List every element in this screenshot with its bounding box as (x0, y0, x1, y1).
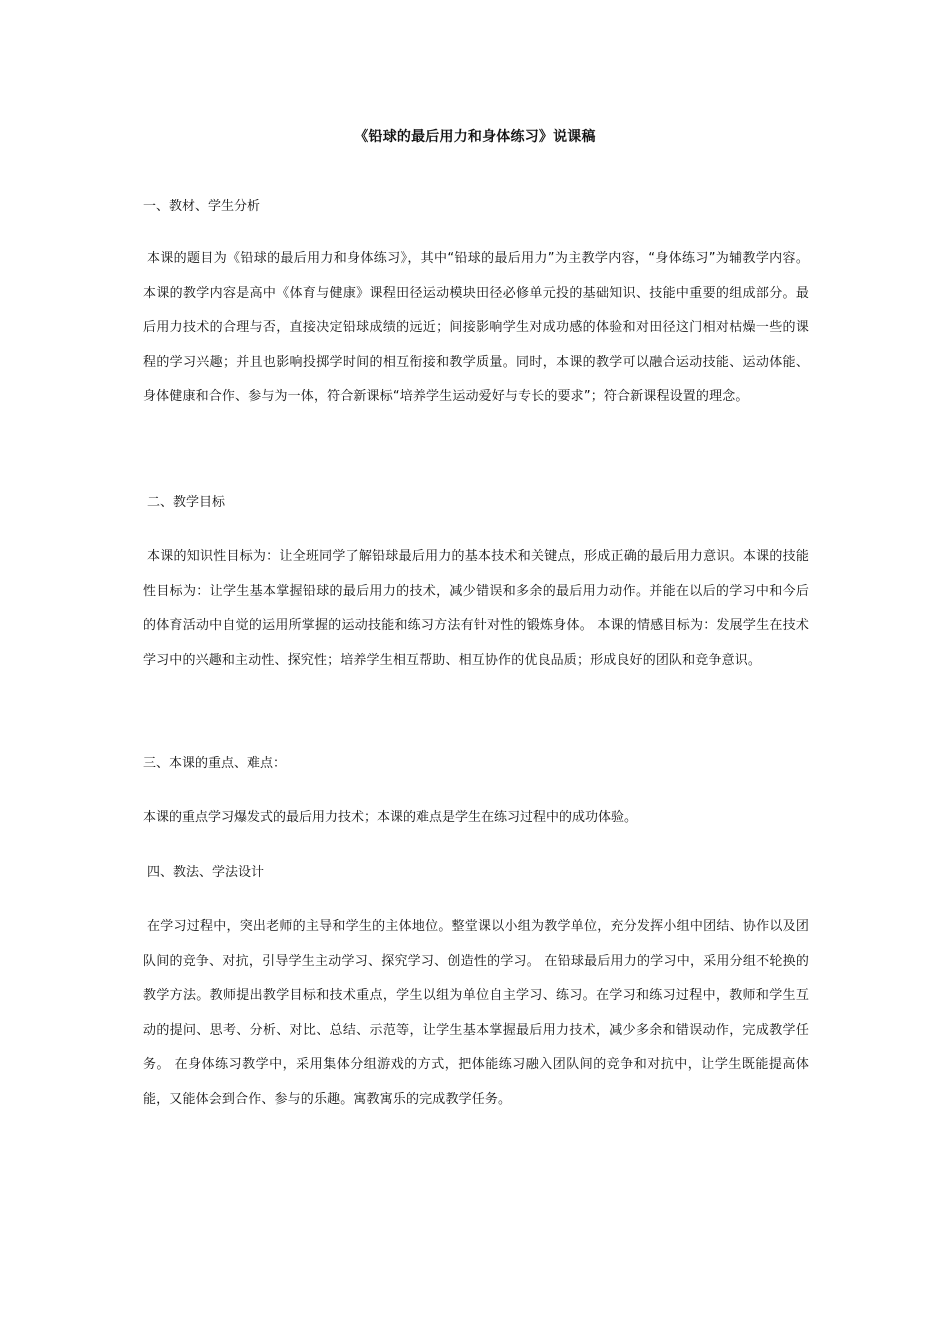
section-paragraph-3: 本课的重点学习爆发式的最后用力技术；本课的难点是学生在练习过程中的成功体验。 (143, 810, 638, 825)
section-paragraph-2: 本课的知识性目标为：让全班同学了解铅球最后用力的基本技术和关键点，形成正确的最后用力意识。本课的技能性目标为：让学生基本掌握铅球的最后用力的技术，减少错误和多余的最后用力动作。并能在以后的学习中和今后的体育活动中自觉的运用所掌握的运动技能和练习方法有针对性的锻炼身体。 本课的情感目标为：发展学生在技术学习中的兴趣和主动性、探究性；培养学生相互帮助、相互协作的优良品质；形成良好的团队和竞争意识。 (143, 549, 809, 668)
section-heading-4: 四、教法、学法设计 (147, 865, 265, 880)
section-heading-2: 二、教学目标 (147, 495, 226, 510)
section-heading-1: 一、教材、学生分析 (143, 199, 261, 214)
section-body-4 (143, 910, 809, 1117)
section-heading-3: 三、本课的重点、难点： (143, 756, 287, 771)
section-body-2 (143, 540, 809, 678)
document-title: 《铅球的最后用力和身体练习》说课稿 (354, 129, 596, 145)
section-paragraph-1: 本课的题目为《铅球的最后用力和身体练习》，其中“铅球的最后用力”为主教学内容，“身体练习”为辅教学内容。 本课的教学内容是高中《体育与健康》课程田径运动模块田径必修单元投的基础知识、技能中重要的组成部分。最后用力技术的合理与否，直接决定铅球成绩的远近；间接影响学生对成功感的体验和对田径这门相对枯燥一些的课程的学习兴趣；并且也影响投掷学时间的相互衔接和教学质量。同时，本课的教学可以融合运动技能、运动体能、身体健康和合作、参与为一体，符合新课标“培养学生运动爱好与专长的要求”；符合新课程设置的理念。 (143, 251, 809, 404)
section-paragraph-4: 在学习过程中，突出老师的主导和学生的主体地位。整堂课以小组为教学单位，充分发挥小组中团结、协作以及团队间的竞争、对抗，引导学生主动学习、探究学习、创造性的学习。 在铅球最后用力的学习中，采用分组不轮换的教学方法。教师提出教学目标和技术重点，学生以组为单位自主学习、练习。在学习和练习过程中，教师和学生互动的提问、思考、分析、对比、总结、示范等，让学生基本掌握最后用力技术，减少多余和错误动作，完成教学任务。 在身体练习教学中，采用集体分组游戏的方式，把体能练习融入团队间的竞争和对抗中，让学生既能提高体能，又能体会到合作、参与的乐趣。寓教寓乐的完成教学任务。 (143, 919, 809, 1107)
section-body-1 (143, 242, 809, 415)
